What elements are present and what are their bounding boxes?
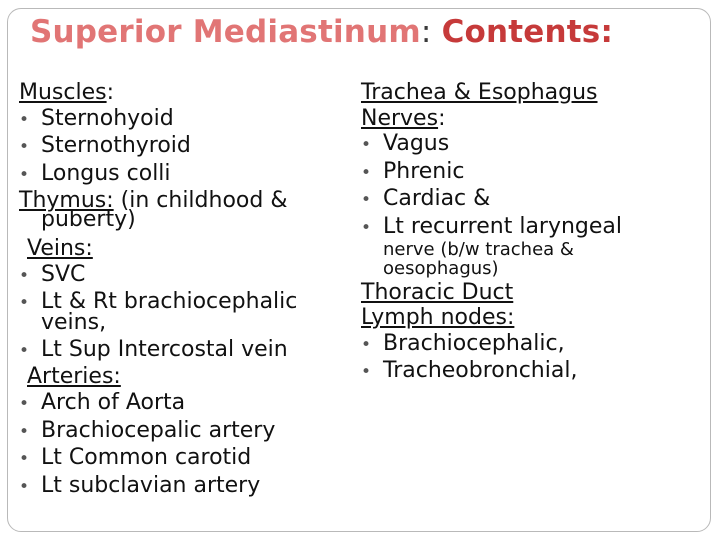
veins-heading: Veins: [27, 235, 93, 261]
list-item-phrenic: • Phrenic [361, 159, 701, 187]
list-item-brachiocephalic-artery: • Brachiocepalic artery [19, 418, 339, 446]
list-item-vagus: • Vagus [361, 131, 701, 159]
title-superior-mediastinum: Superior Mediastinum [30, 14, 421, 50]
bullet-icon: • [19, 393, 30, 414]
muscles-heading: Muscles: [19, 80, 115, 105]
bullet-icon: • [361, 135, 372, 156]
thymus-heading: Thymus: (in childhood & [19, 188, 288, 214]
thymus-note: (in childhood & [113, 188, 288, 214]
list-item-arch-of-aorta: • Arch of Aorta [19, 390, 339, 418]
veins-cont: veins, [41, 309, 107, 335]
bullet-icon: • [19, 164, 30, 185]
list-item-lt-recurrent-laryngeal: • Lt recurrent laryngeal [361, 214, 701, 242]
bullet-icon: • [19, 293, 30, 314]
thoracic-duct-heading: Thoracic Duct [361, 279, 514, 305]
list-item-brachiocephalic-nodes: • Brachiocephalic, [361, 331, 701, 359]
left-column [19, 80, 339, 500]
thymus-note-cont: puberty) [41, 206, 136, 232]
slide-title [30, 14, 613, 50]
title-separator: : [420, 14, 442, 50]
nerve-note-line2: oesophagus) [383, 257, 499, 279]
list-item-longus-colli: • Longus colli [19, 161, 339, 189]
bullet-icon: • [361, 362, 372, 383]
list-item-brachiocephalic-veins: • Lt & Rt brachiocephalic [19, 289, 339, 317]
bullet-icon: • [19, 421, 30, 442]
list-item-cardiac: • Cardiac & [361, 186, 701, 214]
list-item-sternothyroid: • Sternothyroid [19, 133, 339, 161]
right-column [361, 80, 701, 386]
list-item-lt-subclavian-artery: • Lt subclavian artery [19, 473, 339, 501]
bullet-icon: • [19, 476, 30, 497]
list-item-lt-common-carotid: • Lt Common carotid [19, 445, 339, 473]
bullet-icon: • [361, 162, 372, 183]
trachea-heading: Trachea & Esophagus [361, 80, 598, 105]
list-item-svc: • SVC [19, 262, 339, 290]
arteries-heading: Arteries: [27, 364, 121, 390]
nerve-note-line1: nerve (b/w trachea & [383, 238, 574, 260]
lymph-nodes-heading: Lymph nodes: [361, 305, 515, 331]
list-item-tracheobronchial-nodes: • Tracheobronchial, [361, 358, 701, 386]
list-item-sternohyoid: • Sternohyoid [19, 106, 339, 134]
title-contents: Contents: [441, 14, 614, 50]
list-item-sup-intercostal-vein: • Lt Sup Intercostal vein [19, 337, 339, 365]
nerves-heading: Nerves: [361, 105, 446, 131]
bullet-icon: • [19, 340, 30, 361]
bullet-icon: • [19, 449, 30, 470]
bullet-icon: • [361, 190, 372, 211]
bullet-icon: • [19, 265, 30, 286]
bullet-icon: • [19, 109, 30, 130]
bullet-icon: • [361, 217, 372, 238]
bullet-icon: • [361, 334, 372, 355]
bullet-icon: • [19, 137, 30, 158]
